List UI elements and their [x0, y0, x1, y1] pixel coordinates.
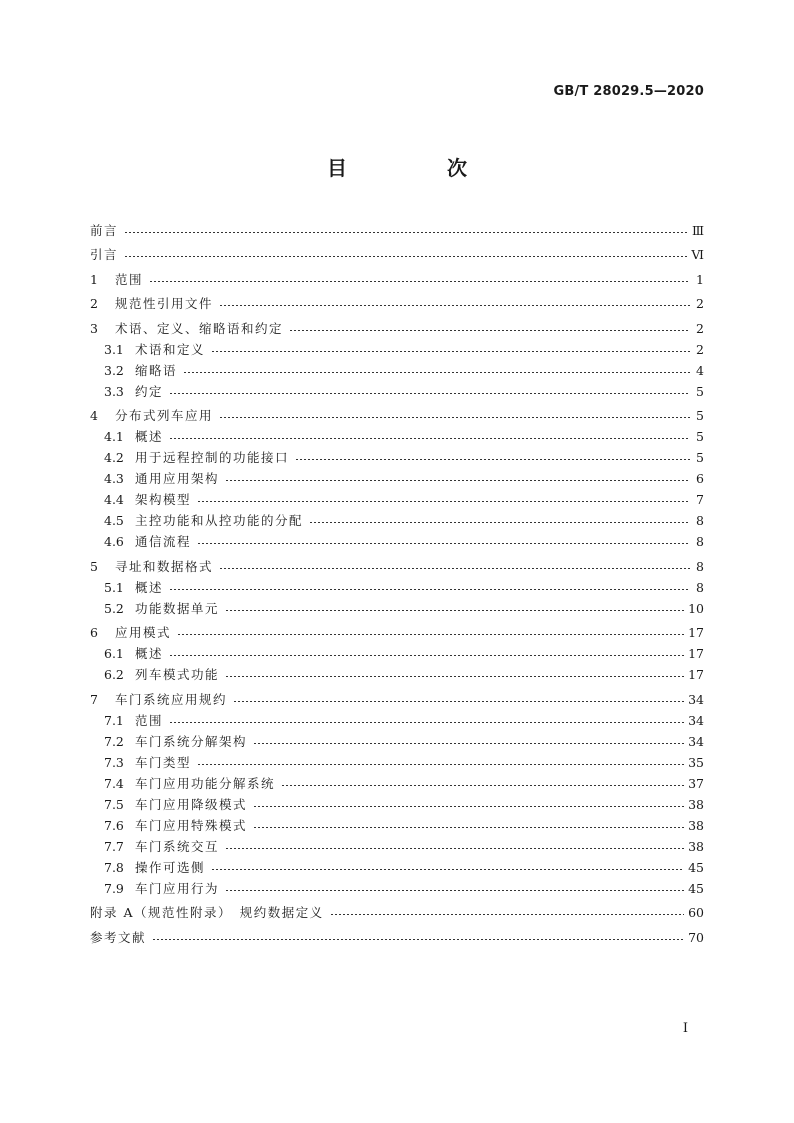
toc-entry-label: 附录 A（规范性附录） 规约数据定义 [90, 905, 324, 920]
toc-entry[interactable] [90, 794, 704, 815]
toc-entry-label: 引言 [90, 247, 119, 262]
toc-entry-page: 2 [696, 320, 704, 336]
toc-entry-number: 2 [90, 296, 98, 311]
toc-entry-page: 34 [688, 733, 704, 749]
toc-entry[interactable] [90, 878, 704, 899]
toc-entry-number: 7.1 [104, 712, 124, 728]
toc-entry-label: 寻址和数据格式 [115, 558, 214, 574]
toc-entry-label: 列车模式功能 [135, 667, 220, 682]
toc-entry-label: 车门系统应用规约 [115, 691, 228, 707]
toc-entry[interactable] [90, 598, 704, 619]
toc-entry-label: 应用模式 [115, 625, 172, 640]
toc-entry-label: 概述 [135, 579, 164, 595]
toc-entry[interactable] [90, 381, 704, 402]
dot-leader [330, 914, 684, 915]
toc-entry-page: Ⅵ [691, 247, 704, 262]
toc-entry[interactable] [90, 405, 704, 426]
toc-entry[interactable] [90, 293, 704, 314]
toc-entry-page: 6 [696, 471, 704, 486]
toc-entry[interactable] [90, 220, 704, 241]
toc-entry-page: 45 [688, 880, 704, 896]
dot-leader [149, 281, 690, 282]
toc-entry-number: 4.5 [104, 513, 124, 528]
standard-code: GB/T 28029.5—2020 [553, 84, 704, 99]
toc-entry[interactable] [90, 510, 704, 531]
toc-entry[interactable] [90, 426, 704, 447]
toc-entry[interactable] [90, 360, 704, 381]
toc-entry[interactable] [90, 489, 704, 510]
toc-entry-label: 车门应用功能分解系统 [135, 775, 276, 791]
toc-entry-label: 缩略语 [135, 362, 178, 378]
toc-entry-label: 约定 [135, 383, 164, 399]
toc-entry-page: 38 [688, 838, 704, 854]
toc-entry-number: 7.5 [104, 796, 124, 812]
toc-entry-page: 17 [688, 646, 704, 661]
toc-entry-label: 参考文献 [90, 929, 147, 945]
toc-entry-number: 1 [90, 271, 98, 287]
dot-leader [233, 701, 684, 702]
toc-entry[interactable] [90, 318, 704, 339]
dot-leader [219, 305, 690, 306]
toc-entry-number: 7.3 [104, 754, 124, 770]
toc-entry-label: 操作可选侧 [135, 859, 206, 875]
toc-entry[interactable] [90, 269, 704, 290]
toc-entry[interactable] [90, 927, 704, 948]
toc-entry[interactable] [90, 577, 704, 598]
toc-entry-label: 主控功能和从控功能的分配 [135, 513, 304, 528]
toc-entry-page: 8 [696, 579, 704, 595]
toc-entry-page: 17 [688, 625, 704, 640]
toc-entry-number: 4.2 [104, 450, 124, 465]
dot-leader [124, 256, 687, 257]
toc-entry[interactable] [90, 531, 704, 552]
dot-leader [152, 939, 684, 940]
toc-entry-label: 用于远程控制的功能接口 [135, 450, 290, 465]
toc-entry-page: Ⅲ [691, 222, 704, 238]
toc-entry-number: 7.9 [104, 880, 124, 896]
dot-leader [225, 890, 684, 891]
toc-entry-label: 术语和定义 [135, 341, 206, 357]
dot-leader [219, 568, 690, 569]
toc-entry-number: 4.4 [104, 492, 124, 507]
toc-entry-number: 5.1 [104, 579, 124, 595]
dot-leader [169, 655, 684, 656]
toc-entry-page: 5 [696, 429, 704, 444]
dot-leader [197, 543, 690, 544]
dot-leader [183, 372, 690, 373]
toc-entry-label: 概述 [135, 646, 164, 661]
page-title: 目 次 [327, 156, 507, 180]
toc-entry[interactable] [90, 447, 704, 468]
toc-entry-page: 70 [688, 929, 704, 945]
toc-entry-number: 4 [90, 408, 98, 423]
toc-entry-label: 车门系统交互 [135, 838, 220, 854]
page-number: Ⅰ [682, 1021, 688, 1036]
dot-leader [253, 743, 684, 744]
dot-leader [211, 351, 690, 352]
toc-entry-page: 8 [696, 513, 704, 528]
toc-entry-number: 7.4 [104, 775, 124, 791]
toc-entry-page: 60 [688, 905, 704, 920]
dot-leader [211, 869, 684, 870]
toc-entry-page: 5 [696, 450, 704, 465]
toc-entry[interactable] [90, 752, 704, 773]
toc-entry-number: 7.7 [104, 838, 124, 854]
toc-entry-label: 范围 [135, 712, 164, 728]
toc-entry-number: 6 [90, 625, 98, 640]
toc-entry[interactable] [90, 622, 704, 643]
toc-entry-label: 架构模型 [135, 492, 192, 507]
toc-entry[interactable] [90, 689, 704, 710]
dot-leader [225, 676, 684, 677]
toc-entry-page: 8 [696, 558, 704, 574]
toc-entry[interactable] [90, 339, 704, 360]
dot-leader [309, 522, 690, 523]
dot-leader [225, 848, 684, 849]
toc-entry-label: 功能数据单元 [135, 600, 220, 616]
dot-leader [169, 589, 690, 590]
toc-entry[interactable] [90, 731, 704, 752]
dot-leader [281, 785, 684, 786]
dot-leader [124, 232, 688, 233]
toc-entry-page: 2 [696, 341, 704, 357]
toc-entry-number: 7.6 [104, 817, 124, 833]
toc-entry-label: 术语、定义、缩略语和约定 [115, 320, 284, 336]
dot-leader [197, 501, 690, 502]
dot-leader [295, 459, 690, 460]
toc-entry-page: 2 [696, 296, 704, 311]
toc-entry-label: 前言 [90, 222, 119, 238]
dot-leader [225, 480, 690, 481]
toc-entry-number: 6.2 [104, 667, 124, 682]
toc-entry-page: 4 [696, 362, 704, 378]
toc-entry-number: 4.3 [104, 471, 124, 486]
toc-entry-number: 5 [90, 558, 98, 574]
toc-entry-page: 35 [688, 754, 704, 770]
dot-leader [253, 806, 684, 807]
toc-entry-page: 38 [688, 796, 704, 812]
dot-leader [219, 417, 690, 418]
toc-entry-page: 34 [688, 712, 704, 728]
toc-entry[interactable] [90, 902, 704, 923]
toc-entry-number: 7.8 [104, 859, 124, 875]
toc-entry-number: 3.1 [104, 341, 124, 357]
toc-entry-page: 5 [696, 383, 704, 399]
toc-entry[interactable] [90, 244, 704, 265]
toc-entry[interactable] [90, 857, 704, 878]
toc-entry-label: 车门应用行为 [135, 880, 220, 896]
toc-entry-number: 7 [90, 691, 98, 707]
toc-entry-number: 3.2 [104, 362, 124, 378]
dot-leader [289, 330, 690, 331]
toc-entry[interactable] [90, 664, 704, 685]
toc-entry[interactable] [90, 468, 704, 489]
toc-entry-label: 车门类型 [135, 754, 192, 770]
toc-entry-page: 7 [696, 492, 704, 507]
toc-entry-page: 38 [688, 817, 704, 833]
toc-entry-number: 6.1 [104, 646, 124, 661]
toc-entry-page: 45 [688, 859, 704, 875]
toc-entry-page: 37 [688, 775, 704, 791]
toc-entry-page: 5 [696, 408, 704, 423]
toc-entry-number: 3 [90, 320, 98, 336]
toc-entry-label: 范围 [115, 271, 144, 287]
dot-leader [169, 393, 690, 394]
dot-leader [197, 764, 684, 765]
toc-entry-page: 8 [696, 534, 704, 549]
toc-entry-page: 34 [688, 691, 704, 707]
toc-entry-number: 5.2 [104, 600, 124, 616]
toc-entry-number: 7.2 [104, 733, 124, 749]
dot-leader [169, 722, 684, 723]
toc-entry-label: 车门应用降级模式 [135, 796, 248, 812]
toc-entry-label: 通信流程 [135, 534, 192, 549]
toc-entry[interactable] [90, 643, 704, 664]
toc-entry-page: 10 [688, 600, 704, 616]
toc-entry-number: 4.6 [104, 534, 124, 549]
toc-entry[interactable] [90, 556, 704, 577]
toc-entry-number: 4.1 [104, 429, 124, 444]
toc-entry-label: 概述 [135, 429, 164, 444]
toc-entry[interactable] [90, 773, 704, 794]
toc-entry[interactable] [90, 815, 704, 836]
dot-leader [169, 438, 690, 439]
toc-entry-label: 分布式列车应用 [115, 408, 214, 423]
toc-entry-number: 3.3 [104, 383, 124, 399]
toc-entry[interactable] [90, 710, 704, 731]
toc-entry-label: 车门应用特殊模式 [135, 817, 248, 833]
toc-entry[interactable] [90, 836, 704, 857]
dot-leader [253, 827, 684, 828]
toc-entry-label: 规范性引用文件 [115, 296, 214, 311]
dot-leader [225, 610, 684, 611]
dot-leader [177, 634, 684, 635]
toc-entry-page: 1 [696, 271, 704, 287]
toc-entry-page: 17 [688, 667, 704, 682]
toc-entry-label: 通用应用架构 [135, 471, 220, 486]
table-of-contents [90, 216, 704, 948]
toc-entry-label: 车门系统分解架构 [135, 733, 248, 749]
